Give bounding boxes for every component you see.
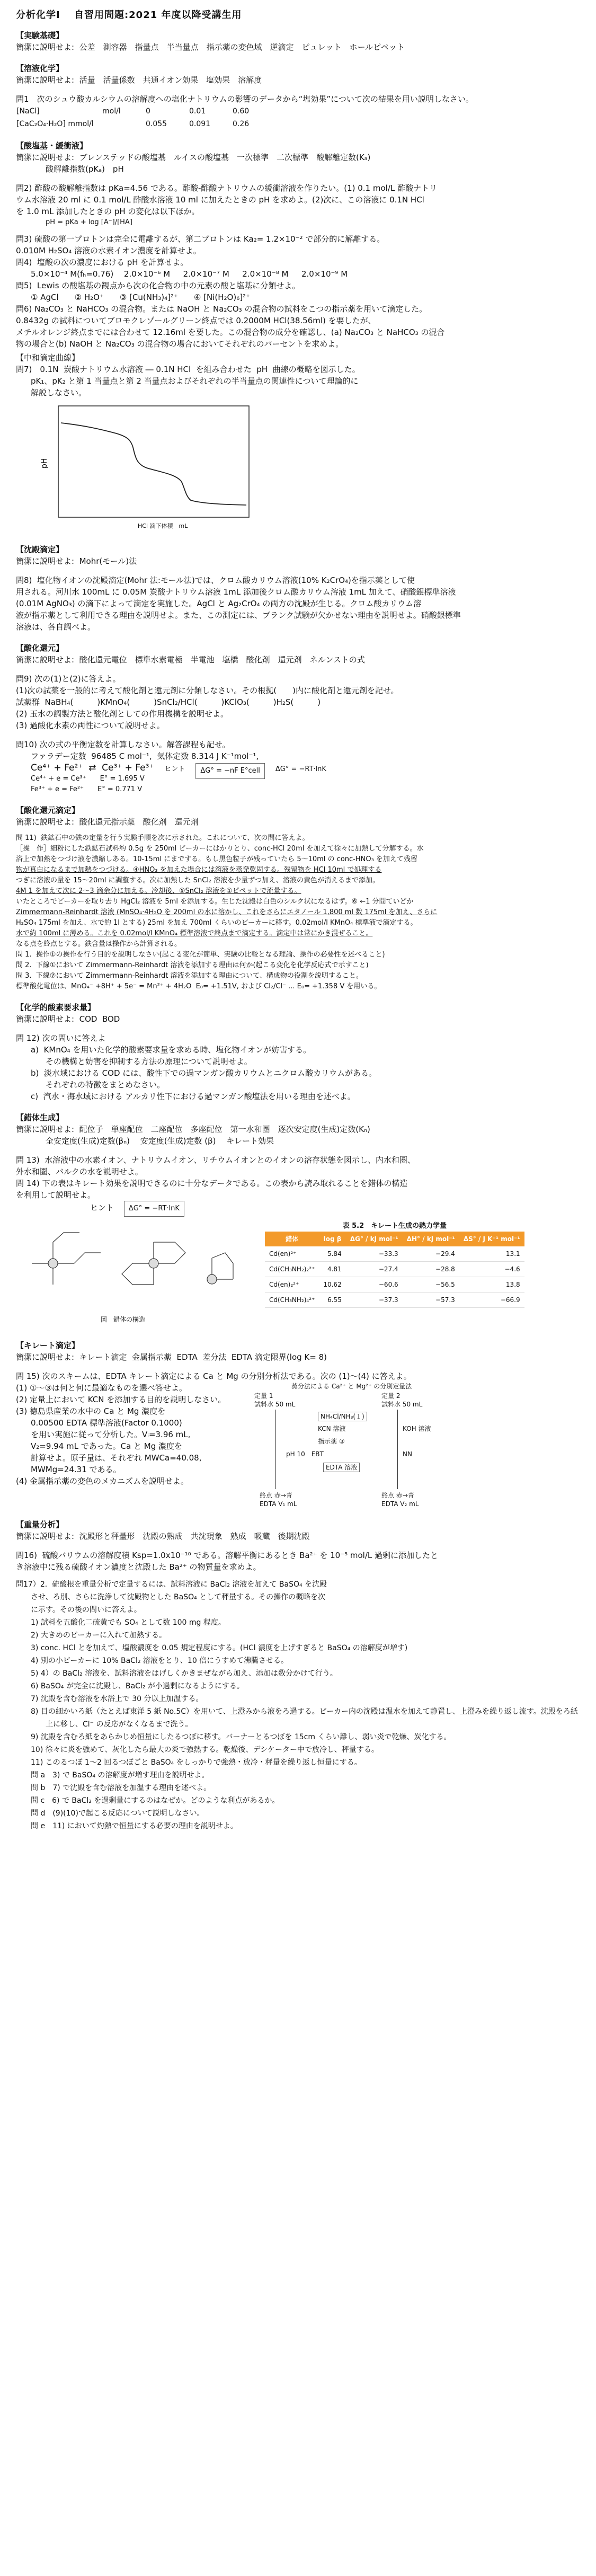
table-cell: Cd(CH₃NH₂)₂²⁺ (265, 1262, 319, 1277)
column-header: ΔH° / kJ mol⁻¹ (403, 1232, 459, 1246)
section-solution-chemistry (16, 63, 580, 130)
complex-figure-row (16, 1221, 580, 1330)
table-cell: −57.3 (403, 1293, 459, 1308)
q15-item: (3) 徳島県産業の水中の Ca と Mg 濃度を (16, 1406, 166, 1416)
scheme-label: 定量 2 (381, 1392, 401, 1400)
question-2-cont: ウム水溶液 20 ml に 0.1 mol/L 酢酸水溶液 10 ml に加えたときの pH を求めよ。(2)次に、この溶液に 0.1N HCl (16, 195, 424, 205)
table-cell: −56.5 (403, 1277, 459, 1293)
question-7: 問7) 0.1N 炭酸ナトリウム水溶液 ― 0.1N HCl を組み合わせた pH 曲線の概略を図示した。 (16, 365, 360, 374)
table-row (16, 105, 275, 118)
table-cell: 0.01 (189, 107, 206, 116)
question-14: 問 14) 下の表はキレート効果を説明できるのに十分なデータである。この表から読み取れることを錯体の構造 (16, 1179, 408, 1188)
section-heading: 【キレート滴定】 (16, 1341, 79, 1350)
question-13-cont: 外水和圏、バルクの水を説明せよ。 (16, 1167, 143, 1176)
titration-curve-figure (37, 402, 260, 534)
terms-line: 簡潔に説明せよ: 公差 測容器 指量点 半当量点 指示薬の変色域 逆滴定 ピュレット ホールピペット (16, 42, 405, 52)
hint-row (90, 1201, 580, 1217)
table-row (265, 1277, 524, 1293)
question-6-cont: メチルオレンジ終点までには合わせて 12.16ml を要した。この混合物の成分を確認し、(a) Na₂CO₃ と NaHCO₃ の混合 (16, 327, 445, 337)
section-heading: 【重量分析】 (16, 1520, 64, 1529)
question-13: 問 13) 水溶液中の水素イオン、ナトリウムイオン、リチウムイオンとのイオンの溶存状態を図示し、内水和圏、 (16, 1155, 415, 1165)
thermo-table (265, 1232, 524, 1308)
question-11 (16, 833, 580, 992)
q11-line: Zimmermann-Reinhardt 溶液 (MnSO₄·4H₂O を 200ml の水に溶かし、これをさらにエタノール 1,800 ml 数 175ml を加え、さらに (16, 908, 438, 916)
terms-line: 簡潔に説明せよ: 活量 活量係数 共通イオン効果 塩効果 溶解度 (16, 75, 262, 85)
thermo-table-block (265, 1221, 524, 1330)
section-cod (16, 1002, 580, 1102)
equation-left (31, 762, 154, 795)
section-complex-formation (16, 1112, 580, 1330)
question-6-cont: 物の場合と(b) NaOH と Na₂CO₃ の混合物の場合においてそれぞれのパーセントを求めよ。 (16, 339, 344, 349)
table-cell: 0 (146, 107, 150, 116)
terms-line: 簡潔に説明せよ: 配位子 単座配位 二座配位 多座配位 第一水和圏 逐次安定度(生成)定数(Kₙ) (16, 1125, 370, 1134)
question-6-cont: 0.8432g の試料についてブロモクレゾールグリーン終点では 0.2000M HCl(38.56ml) を要したが、 (16, 316, 376, 325)
q17-step: 4) 別の小ビーカーに 10% BaCl₂ 溶液をとり、10 倍にうすめて沸騰させる。 (31, 1657, 289, 1665)
q12-a: a) KMnO₄ を用いた化学的酸素要求量を求める時、塩化物イオンが妨害する。 (31, 1045, 312, 1055)
q17-step: 6) BaSO₄ が完全に沈殿し、BaCl₂ が小過剰になるようにする。 (31, 1682, 244, 1690)
complex-structure-svg (16, 1221, 244, 1327)
table-cell: 4.81 (319, 1262, 345, 1277)
q11-line: なる点を終点とする。鉄含量は操作から計算される。 (16, 940, 182, 948)
question-1: 問1 次のシュウ酸カルシウムの溶解度への塩化ナトリウムの影響のデータから“塩効果”について次の結果を用い説明しなさい。 (16, 94, 474, 104)
question-7-cont: pK₁、pK₂ と第 1 当量点と第 2 当量点およびそれぞれの半当量点の関連性について理論的に (31, 376, 359, 386)
scheme-box: EDTA 溶液 (323, 1463, 360, 1472)
scheme-volume: EDTA V₂ mL (381, 1500, 419, 1508)
table-row (265, 1246, 524, 1262)
question-10: 問10) 次の式の平衡定数を計算しなさい。解答課程も記せ。 (16, 740, 230, 749)
scheme-label: NN (403, 1450, 412, 1458)
column-header: ΔG° / kJ mol⁻¹ (346, 1232, 403, 1246)
question-8-cont: 用される。河川水 100mL に 0.05M 炭酸ナトリウム溶液 1mL 添加後クロム酸カリウム溶液 1mL 加えて、硝酸銀標準溶液 (16, 587, 456, 597)
q17-step: 9) 沈殿を含むろ紙をあらかじめ恒量にしたるつぼに移す。バーナーとるつぼを 15cm くらい離し、弱い炎で乾燥、炭化する。 (31, 1733, 451, 1741)
scheme-endpoint: 終点 赤→青 (260, 1492, 292, 1499)
table-cell: [NaCl] (16, 107, 40, 116)
question-7-cont: 解説しなさい。 (31, 388, 87, 397)
question-8-cont: 液が指示薬として利用できる理由を説明せよ。また、この測定には、ブランク試験が欠かせない理由を説明せよ。硝酸銀標準 (16, 610, 461, 620)
terms-line: 全安定度(生成)定数(βₙ) 安定度(生成)定数 (β) キレート効果 (46, 1136, 274, 1146)
scheme-label: 試料水 50 mL (381, 1401, 423, 1408)
question-2: 問2) 酢酸の酸解離指数は pKa=4.56 である。酢酸-酢酸ナトリウムの緩衝溶液を作りたい。(1) 0.1 mol/L 酢酸ナトリ (16, 183, 437, 193)
q15-text (16, 1382, 249, 1509)
q15-item: を用い実施に従って分析した。Vᵢ=3.96 mL, (31, 1430, 191, 1439)
terms-line: 酸解離指数(pKₐ) pH (46, 164, 124, 174)
section-heading: 【化学的酸素要求量】 (16, 1003, 96, 1012)
q11-line: 物が真白になるまで加熱をつづける。④HNO₃ を加えた場合には溶液を蒸発乾固する。残留物を HCl 10ml で処理する (16, 866, 382, 874)
scheme-label: 指示薬 ③ (318, 1438, 345, 1445)
column-header: log β (319, 1232, 345, 1246)
question-8: 問8) 塩化物イオンの沈殿滴定(Mohr 法:モール法)では、クロム酸カリウム溶液(10% K₂CrO₄)を指示薬として使 (16, 576, 415, 585)
hint-formula-1: ΔG° = −nF E°cell (195, 763, 264, 779)
table-cell: −27.4 (346, 1262, 403, 1277)
q15-item: (4) 金属指示薬の変色のメカニズムを説明せよ。 (16, 1476, 189, 1486)
question-4: 問4) 塩酸の次の濃度における pH を計算せよ。 (16, 258, 189, 267)
subheading: 【中和滴定曲線】 (16, 353, 80, 362)
question-17 (16, 1578, 580, 1833)
section-redox-titration (16, 804, 580, 992)
section-acid-base (16, 140, 580, 534)
table-cell: Cd(en)²⁺ (265, 1246, 319, 1262)
q17-step: 1) 試料を五酸化二硫黄でも SO₄ として数 100 mg 程度。 (31, 1618, 226, 1627)
question-3: 問3) 硫酸の第一プロトンは完全に電離するが、第二プロトンは Ka₂= 1.2×10⁻² で部分的に解離する。 (16, 234, 385, 244)
table-cell: −37.3 (346, 1293, 403, 1308)
q17-subquestion: 問 e 11) において灼熱で恒量にする必要の理由を説明せよ。 (31, 1822, 238, 1830)
scheme-volume: EDTA V₁ mL (260, 1500, 297, 1508)
table-cell: mol/l (102, 107, 121, 116)
terms-line: 簡潔に説明せよ: Mohr(モール)法 (16, 556, 137, 566)
terms-line: 簡潔に説明せよ: キレート滴定 金属指示薬 EDTA 差分法 EDTA 滴定限界(log K= 8) (16, 1352, 327, 1362)
question-3-cont: 0.010M H₂SO₄ 溶液の水素イオン濃度を計算せよ。 (16, 246, 201, 255)
question-5-items: ① AgCl ② H₂O⁺ ③ [Cu(NH₃)₄]²⁺ ④ [Ni(H₂O)₆]²⁺ (31, 293, 250, 302)
table-cell: −29.4 (403, 1246, 459, 1262)
reagent-list: 試薬群 NaBH₄( )KMnO₄( )SnCl₂/HCl( )KClO₃( )H₂S( ) (16, 697, 321, 707)
question-16-cont: き溶液中に残る硫酸イオン濃度と沈殿した Ba²⁺ の物質量を求めよ。 (16, 1562, 261, 1572)
q12-a-cont: その機構と妨害を抑制する方法の原理について説明せよ。 (46, 1057, 252, 1066)
q11-line: 4M 1 を加えて次に 2〜3 滴余分に加える。冷却後、⑤SnCl₂ 溶液を①ピペットで流量する。 (16, 887, 301, 895)
table-cell: −28.8 (403, 1262, 459, 1277)
y-axis-label: pH (40, 458, 49, 468)
q15-item: MWMg=24.31 である。 (31, 1465, 121, 1474)
question-2-cont: を 1.0 mL 添加したときの pH の変化は以下ほか。 (16, 207, 200, 216)
q11-line: 標準酸化電位は、MnO₄⁻ +8H⁺ + 5e⁻ = Mn²⁺ + 4H₂O E₀= +1.51V, および Cl₂/Cl⁻ ... E₀= +1.358 V を用いる。 (16, 982, 381, 990)
figure-caption: 図 錯体の構造 (101, 1316, 146, 1323)
terms-line: 簡潔に説明せよ: 酸化還元指示薬 酸化剤 還元剤 (16, 817, 199, 827)
question-9-1: (1)次の試薬を一般的に考えて酸化剤と還元剤に分類しなさい。その根拠( )内に酸化剤と還元剤を記せ。 (16, 686, 399, 695)
document-page (16, 10, 580, 1833)
q15-item: 0.00500 EDTA 標準溶液(Factor 0.1000) (31, 1418, 182, 1428)
section-experiment-basics (16, 30, 580, 53)
q15-item: (2) 定量上において KCN を添加する目的を説明しなさい。 (16, 1395, 226, 1404)
hint-formula-2: ΔG° = −RT·lnK (275, 765, 326, 773)
q17-subquestion: 問 a 3) で BaSO₄ の溶解度が増す理由を説明せよ。 (31, 1771, 209, 1780)
table-caption: 表 5.2 キレート生成の熱力学量 (342, 1222, 447, 1230)
q17-step: 5) 4）の BaCl₂ 溶液を、試料溶液をはげしくかきまぜながら加え、添加は数分かけて行う。 (31, 1669, 337, 1678)
question-8-cont: 溶液は、各自調べよ。 (16, 622, 96, 632)
section-heading: 【溶液化学】 (16, 64, 64, 73)
section-heading: 【酸化還元】 (16, 643, 64, 653)
column-header: 錯体 (265, 1232, 319, 1246)
q11-line: H₂SO₄ 175ml を加え、水で約 1l とする) 25ml を加え 700ml くらいのビーカーに移す。0.02mol/l KMnO₄ 標準液で滴定する。 (16, 919, 417, 927)
column-header: ΔS° / J K⁻¹ mol⁻¹ (459, 1232, 524, 1246)
question-4-values: 5.0×10⁻⁴ M(fₕ=0.76) 2.0×10⁻⁶ M 2.0×10⁻⁷ M 2.0×10⁻⁸ M 2.0×10⁻⁹ M (31, 269, 348, 279)
question-6: 問6) Na₂CO₃ と NaHCO₃ の混合物。または NaOH と Na₂CO₃ の混合物の試料をこつの指示薬を用いて滴定した。 (16, 304, 428, 314)
question-8-cont: (0.01M AgNO₃) の滴下によって滴定を実施した。AgCl と Ag₂CrO₄ の両方の沈殿が生じる。クロム酸カリウム溶 (16, 599, 422, 608)
x-axis-label: HCl 滴下体積 mL (138, 523, 188, 529)
q11-line: 水で約 100ml に薄める。これを 0.02mol/l KMnO₄ 標準溶液で終点まで滴定する。滴定中は常にかき混ぜること。 (16, 930, 373, 937)
scheme-label: KOH 溶液 (403, 1425, 431, 1432)
redox-equation: Ce⁴⁺ + Fe²⁺ ⇄ Ce³⁺ + Fe³⁺ (31, 763, 154, 773)
scheme-label: pH 10 EBT (286, 1450, 324, 1458)
question-12: 問 12) 次の問いに答えよ (16, 1033, 106, 1043)
table-cell: 0.055 (146, 120, 167, 128)
table-row (265, 1262, 524, 1277)
table-row (265, 1293, 524, 1308)
section-heading: 【錯体生成】 (16, 1113, 64, 1122)
table-cell: 6.55 (319, 1293, 345, 1308)
table-cell: 0.26 (233, 120, 250, 128)
question-9: 問9) 次の(1)と(2)に答えよ。 (16, 674, 121, 684)
question-15: 問 15) 次のスキームは、EDTA キレート滴定による Ca と Mg の分別分析法である。次の (1)〜(4) に答えよ。 (16, 1371, 412, 1381)
table-cell: Cd(en)₂²⁺ (265, 1277, 319, 1293)
scheme-box: NH₄Cl/NH₃(１) (318, 1412, 367, 1421)
section-gravimetric (16, 1519, 580, 1833)
table-row (16, 118, 275, 130)
table-cell: Cd(CH₃NH₂)₄²⁺ (265, 1293, 319, 1308)
table-cell: 5.84 (319, 1246, 345, 1262)
q17-step: 10) 徐々に炎を強めて、灰化したら最大の炎で強熱する。乾燥後、デシケーター中で放冷し、秤量する。 (31, 1746, 379, 1754)
plot-frame (58, 406, 249, 517)
scheme-endpoint: 終点 赤→青 (381, 1492, 414, 1499)
half-reaction-2: Fe³⁺ + e = Fe²⁺ E° = 0.771 V (31, 785, 143, 793)
q17-head: 問17）2. 硫酸根を重量分析で定量するには、試料溶液に BaCl₂ 溶液を加えて BaSO₄ を沈殿 (16, 1580, 327, 1589)
q17-subquestion: 問 b 7) で沈殿を含む溶液を加温する理由を述べよ。 (31, 1784, 211, 1792)
q15-item: (1) ①〜③は何と何に最適なものを選べ答せよ。 (16, 1383, 187, 1393)
q11-line: 問 11) 鉄鉱石中の鉄の定量を行う実験手順を次に示された。これについて、次の問に答えよ。 (16, 834, 309, 842)
question-16: 問16) 硫酸バリウムの溶解度積 Ksp=1.0x10⁻¹⁰ である。溶解平衡にあるとき Ba²⁺ を 10⁻⁵ mol/L 過剰に添加したと (16, 1551, 439, 1560)
q17-step: 11) このるつぼ 1〜2 回るつぼごと BaSO₄ をしっかりで強熱・放冷・秤量を繰り返し恒量にする。 (31, 1758, 362, 1767)
q17-line: に示す。その後の問いに答えよ。 (31, 1606, 141, 1614)
equation-block (31, 762, 580, 795)
q11-line: つぎに溶液の量を 15〜20ml に調整する。次に加熱した SnCl₂ 溶液を少量ずつ加え、溶液の黄色が消えるまで添加。 (16, 877, 380, 884)
q12-b-cont: それぞれの特徴をまとめなさい。 (46, 1080, 165, 1090)
q11-line: 問 2. 下線①において Zimmermann-Reinhardt 溶液を添加する理由は何か(起こる変化を化学反応式で示すこと) (16, 961, 369, 969)
q17-step: 7) 沈殿を含む溶液を水浴上で 30 分以上加温する。 (31, 1695, 203, 1703)
section-heading: 【酸化還元滴定】 (16, 805, 80, 815)
table-cell: 10.62 (319, 1277, 345, 1293)
q17-subquestion: 問 c 6) で BaCl₂ を過剰量にするのはなぜか。どのような利点があるか。 (31, 1796, 280, 1805)
table-cell: 0.091 (189, 120, 211, 128)
table-cell: [CaC₂O₄·H₂O] mmol/l (16, 120, 94, 128)
q11-line: ［操 作］細粉にした鉄鉱石試料約 0.5g を 250ml ビーカーにはかりとり、conc-HCl 20ml を加えて徐々に加熱して分解する。水 (16, 845, 424, 853)
q17-step: 2) 大きめのビーカーに入れて加熱する。 (31, 1631, 166, 1640)
terms-line: 簡潔に説明せよ: 沈殿形と秤量形 沈殿の熟成 共沈現象 熟成 吸蔵 後期沈殿 (16, 1532, 310, 1541)
question-14-cont: を利用して説明せよ。 (16, 1190, 96, 1200)
q11-line: 浴上で加熱をつづけ液を濃縮しある。10-15ml にまでする。もし黒色粒子が残っていたら 5〜10ml の conc-HNO₃ を加えて残留 (16, 855, 417, 863)
terms-line: 簡潔に説明せよ: ブレンステッドの酸塩基 ルイスの酸塩基 一次標準 二次標準 酸解離定数(Kₐ) (16, 153, 371, 162)
question-9-3: (3) 過酸化水素の両性について説明せよ。 (16, 721, 165, 730)
hint-formula: ΔG° = −RT·lnK (124, 1201, 184, 1217)
constants-line: ファラデー定数 96485 C mol⁻¹, 気体定数 8.314 J K⁻¹mol⁻¹, (31, 751, 259, 761)
table-cell: 13.8 (459, 1277, 524, 1293)
q15-item: V₂=9.94 mL であった。Ca と Mg 濃度を (31, 1441, 183, 1451)
question-5: 問5) Lewis の酸塩基の観点から次の化合物の中の元素の酸と塩基に分類せよ。 (16, 281, 300, 290)
q11-line: 問 3. 下線⑦において Zimmermann-Reinhardt 溶液を添加する理由について、構成物の役割を説明すること。 (16, 972, 363, 980)
q11-line: いたところでビーカーを取り去り HgCl₂ 溶液を 5ml を添加する。生じた沈殿は白色のシルク状になるはず。⑥ ←1 分間ていどか (16, 898, 414, 906)
section-chelate-titration (16, 1340, 580, 1509)
edta-scheme (254, 1382, 551, 1509)
question-9-2: (2) 玉水の調製方法と酸化剤としての作用機構を説明せよ。 (16, 709, 229, 719)
q15-row (16, 1382, 580, 1509)
section-heading: 【実験基礎】 (16, 31, 64, 40)
q12-b: b) 淡水域における COD には、酸性下での過マンガン酸カリウムとニクロム酸カリウムがある。 (31, 1068, 377, 1078)
complex-structure-figure (16, 1221, 244, 1330)
solubility-table (16, 105, 275, 130)
section-heading: 【酸塩基・緩衝液】 (16, 141, 88, 151)
table-cell: −66.9 (459, 1293, 524, 1308)
table-cell: −60.6 (346, 1277, 403, 1293)
table-cell (102, 118, 145, 130)
section-precipitation-titration (16, 544, 580, 633)
q12-c: c) 汽水・海水域における アルカリ性下における過マンガン酸塩法を用いる理由を述べよ。 (31, 1092, 355, 1101)
scheme-label: KCN 溶液 (318, 1425, 346, 1432)
half-reaction-1: Ce⁴⁺ + e = Ce³⁺ E° = 1.695 V (31, 775, 145, 783)
q17-step: 8) 目の細かいろ紙（たとえば東洋 5 紙 No.5C）を用いて、上澄みから液をろ過する。ビーカー内の沈殿は温水を加えて静置し、上澄みを繰り返し流す。沈殿をろ紙上に移し、Cl⁻ の反応がなくなるまで洗う。 (31, 1707, 578, 1729)
scheme-label: 定量 1 (254, 1392, 273, 1400)
hint-label: ヒント (164, 765, 185, 773)
ph-equation: pH = pKa + log [A⁻]/[HA] (46, 218, 132, 226)
q17-subquestion: 問 d (9)(10)で起こる反応について説明しなさい。 (31, 1809, 204, 1818)
page-title: 分析化学Ⅰ 自習用問題:2021 年度以降受講生用 (16, 10, 242, 21)
terms-line: 簡潔に説明せよ: COD BOD (16, 1014, 120, 1024)
section-heading: 【沈殿滴定】 (16, 545, 64, 554)
terms-line: 簡潔に説明せよ: 酸化還元電位 標準水素電極 半電池 塩橋 酸化剤 還元剤 ネルンストの式 (16, 655, 365, 665)
q11-line: 問 1. 操作①の操作を行う目的を説明しなさい(起こる変化が簡単、実験の比較となる理論、操作の必要性を述べること) (16, 951, 385, 959)
table-cell: 0.60 (233, 107, 250, 116)
table-cell: −4.6 (459, 1262, 524, 1277)
scheme-title: 蒸分法による Ca²⁺ と Mg²⁺ の分別定量法 (291, 1383, 412, 1390)
scheme-label: 試料水 50 mL (254, 1401, 296, 1408)
table-cell: 13.1 (459, 1246, 524, 1262)
titration-curve-svg (37, 402, 260, 534)
section-redox (16, 642, 580, 795)
table-cell: −33.3 (346, 1246, 403, 1262)
table-header-row (265, 1232, 524, 1246)
q17-line: させ、ろ別、さらに洗浄して沈殿物とした BaSO₄ として秤量する。その操作の概略を次 (31, 1593, 326, 1601)
q17-step: 3) conc. HCl とを加えて、塩酸濃度を 0.05 規定程度にする。(HCl 濃度を上げすぎると BaSO₄ の溶解度が増す) (31, 1644, 408, 1652)
q15-item: 計算せよ。原子量は、それぞれ MWCa=40.08, (31, 1453, 202, 1463)
hint-label: ヒント (90, 1203, 114, 1212)
